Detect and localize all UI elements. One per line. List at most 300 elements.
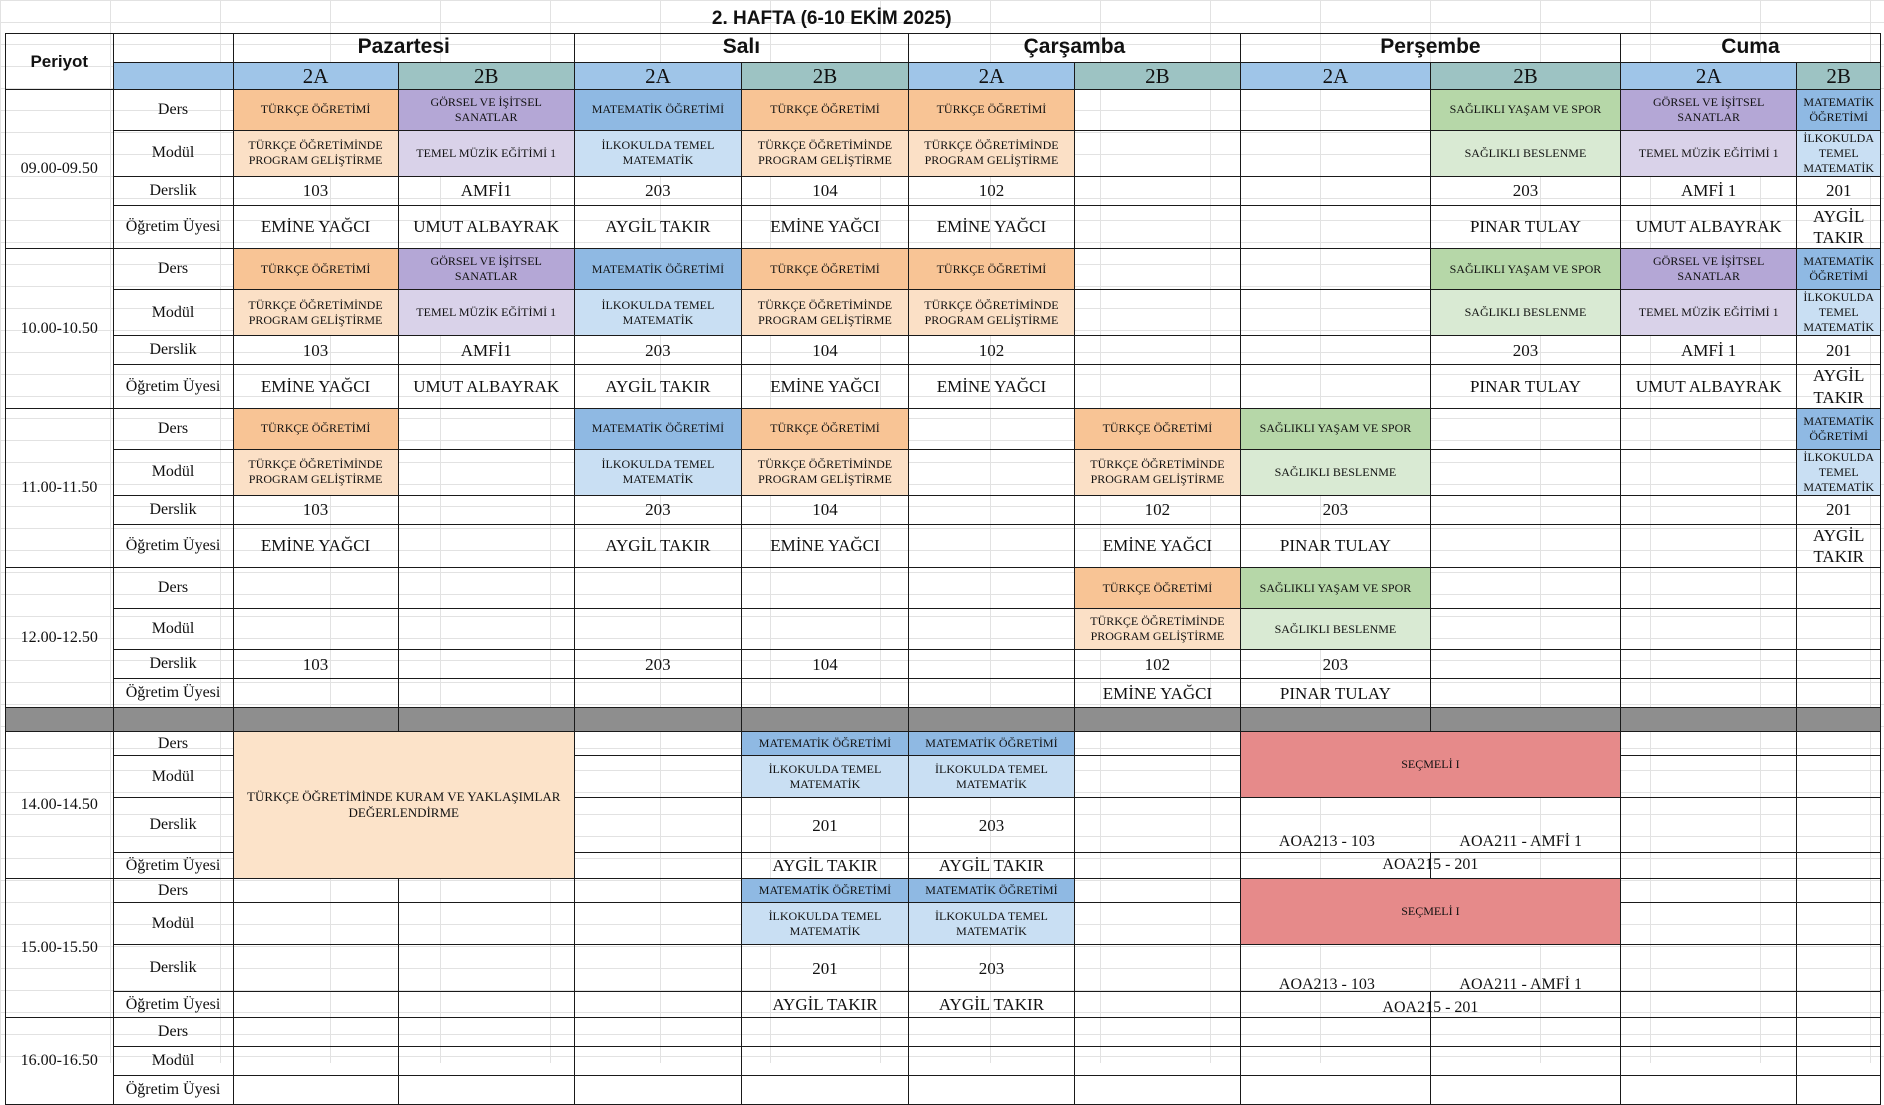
derslik-cell	[1430, 650, 1620, 679]
ogretim-uyesi-cell: AYGİL TAKIR	[1797, 365, 1881, 409]
empty-cell	[398, 1047, 574, 1076]
empty-cell	[574, 879, 741, 903]
ders-cell: TÜRKÇE ÖĞRETİMİ	[741, 249, 908, 290]
derslik-cell	[1797, 650, 1881, 679]
ogretim-uyesi-cell: AYGİL TAKIR	[574, 205, 741, 249]
period-time: 14.00-14.50	[6, 732, 114, 879]
row-label-ders: Ders	[113, 732, 233, 756]
empty-cell	[1074, 903, 1240, 945]
empty-cell	[1240, 1076, 1430, 1105]
schedule-row-modul	[6, 449, 1881, 495]
ders-cell	[1620, 408, 1796, 449]
row-label-modul: Modül	[113, 609, 233, 650]
derslik-cell	[398, 650, 574, 679]
break-cell	[574, 708, 741, 732]
ogretim-uyesi-cell: UMUT ALBAYRAK	[1620, 365, 1796, 409]
ders-cell	[1240, 249, 1430, 290]
group-header-2a: 2A	[908, 62, 1074, 89]
derslik-cell: 201	[1797, 495, 1881, 524]
ogretim-uyesi-cell	[1430, 524, 1620, 568]
ogretim-uyesi-cell	[741, 679, 908, 708]
ders-cell: MATEMATİK ÖĞRETİMİ	[741, 879, 908, 903]
schedule-row-modul	[6, 130, 1881, 176]
group-header-2b: 2B	[741, 62, 908, 89]
modul-cell	[233, 609, 398, 650]
title-spacer	[6, 5, 234, 33]
derslik-cell	[1430, 495, 1620, 524]
modul-cell: TEMEL MÜZİK EĞİTİMİ 1	[398, 130, 574, 176]
empty-cell	[1797, 945, 1881, 992]
schedule-row-ders	[6, 408, 1881, 449]
period-time: 09.00-09.50	[6, 89, 114, 249]
empty-cell	[908, 1047, 1074, 1076]
modul-cell: İLKOKULDA TEMEL MATEMATİK	[908, 903, 1074, 945]
derslik-cell	[398, 495, 574, 524]
derslik-cell	[1074, 336, 1240, 365]
row-label-modul: Modül	[113, 756, 233, 798]
group-header-2a: 2A	[574, 62, 741, 89]
empty-cell	[1797, 756, 1881, 798]
empty-cell	[1074, 798, 1240, 853]
empty-cell	[1620, 756, 1796, 798]
modul-cell: TÜRKÇE ÖĞRETİMİNDE PROGRAM GELİŞTİRME	[233, 130, 398, 176]
row-label-ogretim-uyesi: Öğretim Üyesi	[113, 524, 233, 568]
ogretim-uyesi-cell	[1430, 679, 1620, 708]
derslik-cell	[1620, 495, 1796, 524]
ders-cell: SAĞLIKLI YAŞAM VE SPOR	[1240, 408, 1430, 449]
row-label-ders: Ders	[113, 89, 233, 130]
ders-cell	[1620, 568, 1796, 609]
row-label-modul: Modül	[113, 1047, 233, 1076]
row-label-derslik: Derslik	[113, 650, 233, 679]
schedule-row-derslik	[6, 336, 1881, 365]
ders-cell: GÖRSEL VE İŞİTSEL SANATLAR	[1620, 89, 1796, 130]
group-header-2b: 2B	[1074, 62, 1240, 89]
ogretim-uyesi-cell: AYGİL TAKIR	[574, 524, 741, 568]
empty-cell	[1430, 1018, 1620, 1047]
row-label-ders: Ders	[113, 408, 233, 449]
ogretim-uyesi-cell: AYGİL TAKIR	[574, 365, 741, 409]
period-time: 11.00-11.50	[6, 408, 114, 568]
ogretim-uyesi-cell: EMİNE YAĞCI	[1074, 524, 1240, 568]
ogretim-uyesi-cell: PINAR TULAY	[1240, 679, 1430, 708]
group-header-2a: 2A	[1240, 62, 1430, 89]
secmeli-room: AOA213 - 103	[1278, 833, 1375, 851]
empty-cell	[741, 1076, 908, 1105]
schedule-row-ogretim-uyesi	[6, 679, 1881, 708]
empty-cell	[1074, 945, 1240, 992]
schedule-row-ders	[6, 879, 1881, 903]
period-time: 15.00-15.50	[6, 879, 114, 1018]
derslik-cell: 201	[741, 945, 908, 992]
row-label-derslik: Derslik	[113, 798, 233, 853]
empty-cell	[574, 992, 741, 1018]
schedule-row-modul	[6, 290, 1881, 336]
derslik-cell: AMFİ1	[398, 336, 574, 365]
modul-cell	[1430, 449, 1620, 495]
schedule-row-derslik	[6, 495, 1881, 524]
empty-cell	[233, 945, 398, 992]
group-header-blank	[113, 62, 233, 89]
ogretim-uyesi-cell: UMUT ALBAYRAK	[1620, 205, 1796, 249]
ders-cell: MATEMATİK ÖĞRETİMİ	[574, 89, 741, 130]
modul-cell: İLKOKULDA TEMEL MATEMATİK	[574, 290, 741, 336]
day-header-row	[6, 33, 1881, 62]
secmeli-room: AOA215 - 201	[1382, 856, 1479, 874]
empty-cell	[233, 1018, 398, 1047]
ogretim-uyesi-cell: AYGİL TAKIR	[1797, 524, 1881, 568]
modul-cell	[1430, 609, 1620, 650]
modul-cell	[1074, 290, 1240, 336]
day-header-cuma: Cuma	[1620, 33, 1880, 62]
derslik-cell: 104	[741, 336, 908, 365]
derslik-cell: 103	[233, 336, 398, 365]
ders-cell: MATEMATİK ÖĞRETİMİ	[908, 732, 1074, 756]
empty-cell	[1074, 1047, 1240, 1076]
ders-cell: MATEMATİK ÖĞRETİMİ	[1797, 89, 1881, 130]
derslik-cell: 203	[1430, 336, 1620, 365]
ogretim-uyesi-cell	[1074, 205, 1240, 249]
row-label-ogretim-uyesi: Öğretim Üyesi	[113, 1076, 233, 1105]
ders-cell: MATEMATİK ÖĞRETİMİ	[574, 249, 741, 290]
schedule-row-modul	[6, 609, 1881, 650]
derslik-cell: 104	[741, 495, 908, 524]
derslik-cell: 201	[1797, 336, 1881, 365]
ogretim-uyesi-cell: EMİNE YAĞCI	[1074, 679, 1240, 708]
ders-cell	[398, 408, 574, 449]
derslik-cell	[1074, 176, 1240, 205]
modul-cell: SAĞLIKLI BESLENME	[1430, 290, 1620, 336]
periyot-header: Periyot	[6, 33, 114, 89]
empty-cell	[1074, 732, 1240, 756]
derslik-cell: 203	[1430, 176, 1620, 205]
row-label-derslik: Derslik	[113, 945, 233, 992]
empty-cell	[1797, 992, 1881, 1018]
row-label-modul: Modül	[113, 449, 233, 495]
ogretim-uyesi-cell: AYGİL TAKIR	[1797, 205, 1881, 249]
derslik-cell: 203	[574, 495, 741, 524]
row-label-ders: Ders	[113, 249, 233, 290]
modul-cell: SAĞLIKLI BESLENME	[1430, 130, 1620, 176]
modul-cell: SAĞLIKLI BESLENME	[1240, 609, 1430, 650]
ogretim-uyesi-cell	[908, 679, 1074, 708]
secmeli-cell: SEÇMELİ I	[1240, 732, 1620, 798]
week-title: 2. HAFTA (6-10 EKİM 2025)	[711, 7, 952, 29]
modul-cell	[398, 449, 574, 495]
ders-cell	[1430, 568, 1620, 609]
title-row	[6, 5, 1881, 33]
ogretim-uyesi-cell: UMUT ALBAYRAK	[398, 365, 574, 409]
modul-cell	[1797, 609, 1881, 650]
row-label-ogretim-uyesi: Öğretim Üyesi	[113, 365, 233, 409]
ogretim-uyesi-cell	[1620, 679, 1796, 708]
modul-cell: TEMEL MÜZİK EĞİTİMİ 1	[398, 290, 574, 336]
derslik-cell: 201	[1797, 176, 1881, 205]
ders-cell	[1430, 408, 1620, 449]
derslik-cell: 203	[1240, 495, 1430, 524]
period-time: 10.00-10.50	[6, 249, 114, 409]
ders-cell: GÖRSEL VE İŞİTSEL SANATLAR	[398, 89, 574, 130]
derslik-cell: 203	[1240, 650, 1430, 679]
ders-cell	[1240, 89, 1430, 130]
empty-cell	[233, 879, 398, 903]
ogretim-uyesi-cell: PINAR TULAY	[1240, 524, 1430, 568]
ders-cell: SAĞLIKLI YAŞAM VE SPOR	[1430, 89, 1620, 130]
empty-cell	[233, 992, 398, 1018]
modul-cell: İLKOKULDA TEMEL MATEMATİK	[1797, 130, 1881, 176]
empty-cell	[1620, 879, 1796, 903]
modul-cell	[398, 609, 574, 650]
group-header-row	[6, 62, 1881, 89]
derslik-cell: AMFİ1	[398, 176, 574, 205]
empty-cell	[574, 756, 741, 798]
modul-cell: İLKOKULDA TEMEL MATEMATİK	[574, 130, 741, 176]
modul-cell: İLKOKULDA TEMEL MATEMATİK	[741, 756, 908, 798]
schedule-row-ogretim-uyesi	[6, 205, 1881, 249]
ogretim-uyesi-cell: AYGİL TAKIR	[908, 992, 1074, 1018]
derslik-cell: 103	[233, 650, 398, 679]
ogretim-uyesi-cell: EMİNE YAĞCI	[233, 365, 398, 409]
modul-cell	[908, 609, 1074, 650]
ogretim-uyesi-cell	[1074, 365, 1240, 409]
ders-cell: MATEMATİK ÖĞRETİMİ	[741, 732, 908, 756]
derslik-cell	[1240, 176, 1430, 205]
empty-cell	[1074, 853, 1240, 879]
ders-cell	[1074, 249, 1240, 290]
empty-cell	[398, 1018, 574, 1047]
empty-cell	[1620, 903, 1796, 945]
period-time: 16.00-16.50	[6, 1018, 114, 1105]
ogretim-uyesi-cell: EMİNE YAĞCI	[233, 524, 398, 568]
ogretim-uyesi-cell	[1240, 365, 1430, 409]
modul-cell: TÜRKÇE ÖĞRETİMİNDE PROGRAM GELİŞTİRME	[908, 130, 1074, 176]
ders-cell	[908, 408, 1074, 449]
ders-cell: TÜRKÇE ÖĞRETİMİ	[233, 249, 398, 290]
modul-cell	[1620, 449, 1796, 495]
empty-cell	[1797, 1047, 1881, 1076]
empty-cell	[574, 1076, 741, 1105]
secmeli-room: AOA211 - AMFİ 1	[1459, 976, 1582, 994]
ogretim-uyesi-cell	[1797, 679, 1881, 708]
group-header-2b: 2B	[1430, 62, 1620, 89]
ogretim-uyesi-cell: EMİNE YAĞCI	[908, 365, 1074, 409]
ogretim-uyesi-cell	[1620, 524, 1796, 568]
ders-cell	[398, 568, 574, 609]
row-label-derslik: Derslik	[113, 495, 233, 524]
day-header-blank	[113, 33, 233, 62]
derslik-cell: 203	[908, 798, 1074, 853]
empty-cell	[1430, 1076, 1620, 1105]
empty-cell	[233, 1076, 398, 1105]
empty-cell	[1240, 1018, 1430, 1047]
modul-cell	[1240, 130, 1430, 176]
empty-cell	[1620, 732, 1796, 756]
secmeli-cell: SEÇMELİ I	[1240, 879, 1620, 945]
empty-cell	[908, 1018, 1074, 1047]
ogretim-uyesi-cell: AYGİL TAKIR	[741, 992, 908, 1018]
derslik-cell: 203	[574, 650, 741, 679]
modul-cell: TEMEL MÜZİK EĞİTİMİ 1	[1620, 130, 1796, 176]
ogretim-uyesi-cell: EMİNE YAĞCI	[741, 365, 908, 409]
title-spacer-right	[1430, 5, 1880, 33]
modul-cell: TÜRKÇE ÖĞRETİMİNDE PROGRAM GELİŞTİRME	[1074, 609, 1240, 650]
modul-cell: SAĞLIKLI BESLENME	[1240, 449, 1430, 495]
empty-cell	[574, 903, 741, 945]
empty-cell	[1620, 1076, 1796, 1105]
derslik-cell: 103	[233, 176, 398, 205]
ders-cell: MATEMATİK ÖĞRETİMİ	[574, 408, 741, 449]
empty-cell	[908, 1076, 1074, 1105]
break-cell	[908, 708, 1074, 732]
empty-cell	[1797, 1018, 1881, 1047]
secmeli-room: AOA215 - 201	[1382, 999, 1479, 1017]
schedule-row-modul	[6, 1047, 1881, 1076]
ders-cell: GÖRSEL VE İŞİTSEL SANATLAR	[398, 249, 574, 290]
ders-cell: GÖRSEL VE İŞİTSEL SANATLAR	[1620, 249, 1796, 290]
derslik-cell: 104	[741, 650, 908, 679]
empty-cell	[233, 1047, 398, 1076]
modul-cell: TÜRKÇE ÖĞRETİMİNDE PROGRAM GELİŞTİRME	[741, 130, 908, 176]
derslik-cell: 201	[741, 798, 908, 853]
ders-cell: TÜRKÇE ÖĞRETİMİ	[741, 408, 908, 449]
ogretim-uyesi-cell	[233, 679, 398, 708]
empty-cell	[1074, 756, 1240, 798]
modul-cell	[1074, 130, 1240, 176]
derslik-cell	[908, 650, 1074, 679]
secmeli-derslik-cell	[1240, 945, 1620, 1017]
empty-cell	[398, 945, 574, 992]
break-cell	[6, 708, 114, 732]
modul-cell	[574, 609, 741, 650]
derslik-cell: AMFİ 1	[1620, 176, 1796, 205]
derslik-cell: 203	[574, 336, 741, 365]
schedule-row-ders	[6, 1018, 1881, 1047]
empty-cell	[574, 853, 741, 879]
derslik-cell: 203	[908, 945, 1074, 992]
empty-cell	[574, 798, 741, 853]
empty-cell	[1074, 1076, 1240, 1105]
row-label-modul: Modül	[113, 130, 233, 176]
ogretim-uyesi-cell: AYGİL TAKIR	[741, 853, 908, 879]
ders-cell	[1797, 568, 1881, 609]
empty-cell	[1620, 992, 1796, 1018]
derslik-cell: 104	[741, 176, 908, 205]
break-cell	[233, 708, 398, 732]
empty-cell	[574, 945, 741, 992]
empty-cell	[1074, 992, 1240, 1018]
ders-cell: SAĞLIKLI YAŞAM VE SPOR	[1240, 568, 1430, 609]
empty-cell	[1430, 1047, 1620, 1076]
ogretim-uyesi-cell: EMİNE YAĞCI	[741, 205, 908, 249]
derslik-cell: 102	[908, 176, 1074, 205]
ogretim-uyesi-cell: EMİNE YAĞCI	[233, 205, 398, 249]
ogretim-uyesi-cell: UMUT ALBAYRAK	[398, 205, 574, 249]
ogretim-uyesi-cell: EMİNE YAĞCI	[908, 205, 1074, 249]
modul-cell: TÜRKÇE ÖĞRETİMİNDE PROGRAM GELİŞTİRME	[908, 290, 1074, 336]
ogretim-uyesi-cell	[398, 679, 574, 708]
empty-cell	[398, 1076, 574, 1105]
row-label-ogretim-uyesi: Öğretim Üyesi	[113, 992, 233, 1018]
empty-cell	[574, 1047, 741, 1076]
row-label-modul: Modül	[113, 290, 233, 336]
schedule-row-ders	[6, 249, 1881, 290]
derslik-cell	[908, 495, 1074, 524]
ders-cell: TÜRKÇE ÖĞRETİMİ	[908, 249, 1074, 290]
derslik-cell: 203	[574, 176, 741, 205]
modul-cell	[908, 449, 1074, 495]
row-label-ders: Ders	[113, 879, 233, 903]
ders-cell: TÜRKÇE ÖĞRETİMİ	[908, 89, 1074, 130]
ogretim-uyesi-cell	[1240, 205, 1430, 249]
ders-cell	[574, 568, 741, 609]
day-header-carsamba: Çarşamba	[908, 33, 1240, 62]
derslik-cell: 103	[233, 495, 398, 524]
empty-cell	[1074, 879, 1240, 903]
empty-cell	[1797, 732, 1881, 756]
empty-cell	[1620, 798, 1796, 853]
empty-cell	[741, 1018, 908, 1047]
break-cell	[1240, 708, 1430, 732]
ogretim-uyesi-cell: PINAR TULAY	[1430, 365, 1620, 409]
ders-cell: MATEMATİK ÖĞRETİMİ	[908, 879, 1074, 903]
group-header-2a: 2A	[233, 62, 398, 89]
schedule-body	[6, 5, 1881, 1105]
modul-cell: İLKOKULDA TEMEL MATEMATİK	[1797, 290, 1881, 336]
empty-cell	[574, 1018, 741, 1047]
break-cell	[113, 708, 233, 732]
row-label-ogretim-uyesi: Öğretim Üyesi	[113, 205, 233, 249]
break-cell	[741, 708, 908, 732]
row-label-derslik: Derslik	[113, 176, 233, 205]
ders-cell: MATEMATİK ÖĞRETİMİ	[1797, 249, 1881, 290]
derslik-cell: 102	[1074, 495, 1240, 524]
empty-cell	[398, 992, 574, 1018]
ders-cell	[1074, 89, 1240, 130]
ogretim-uyesi-cell	[908, 524, 1074, 568]
empty-cell	[1797, 903, 1881, 945]
modul-cell: İLKOKULDA TEMEL MATEMATİK	[741, 903, 908, 945]
empty-cell	[1620, 1047, 1796, 1076]
group-header-2a: 2A	[1620, 62, 1796, 89]
row-label-ders: Ders	[113, 1018, 233, 1047]
ders-cell: TÜRKÇE ÖĞRETİMİ	[233, 89, 398, 130]
empty-cell	[1797, 1076, 1881, 1105]
break-cell	[1620, 708, 1796, 732]
schedule-row-derslik	[6, 945, 1881, 992]
break-cell	[1797, 708, 1881, 732]
secmeli-room: AOA211 - AMFİ 1	[1459, 833, 1582, 851]
empty-cell	[1797, 879, 1881, 903]
derslik-cell	[1240, 336, 1430, 365]
empty-cell	[1620, 1018, 1796, 1047]
day-header-pazartesi: Pazartesi	[233, 33, 574, 62]
period-time: 12.00-12.50	[6, 568, 114, 708]
row-label-ogretim-uyesi: Öğretim Üyesi	[113, 679, 233, 708]
ders-cell: TÜRKÇE ÖĞRETİMİ	[1074, 408, 1240, 449]
schedule-row-ders	[6, 732, 1881, 756]
ders-cell	[741, 568, 908, 609]
empty-cell	[398, 879, 574, 903]
row-label-ogretim-uyesi: Öğretim Üyesi	[113, 853, 233, 879]
schedule-row-ders	[6, 89, 1881, 130]
secmeli-derslik-cell	[1240, 798, 1620, 874]
empty-cell	[398, 903, 574, 945]
schedule-row-ogretim-uyesi	[6, 365, 1881, 409]
empty-cell	[1240, 1047, 1430, 1076]
break-cell	[1074, 708, 1240, 732]
modul-cell: İLKOKULDA TEMEL MATEMATİK	[1797, 449, 1881, 495]
ders-cell	[908, 568, 1074, 609]
